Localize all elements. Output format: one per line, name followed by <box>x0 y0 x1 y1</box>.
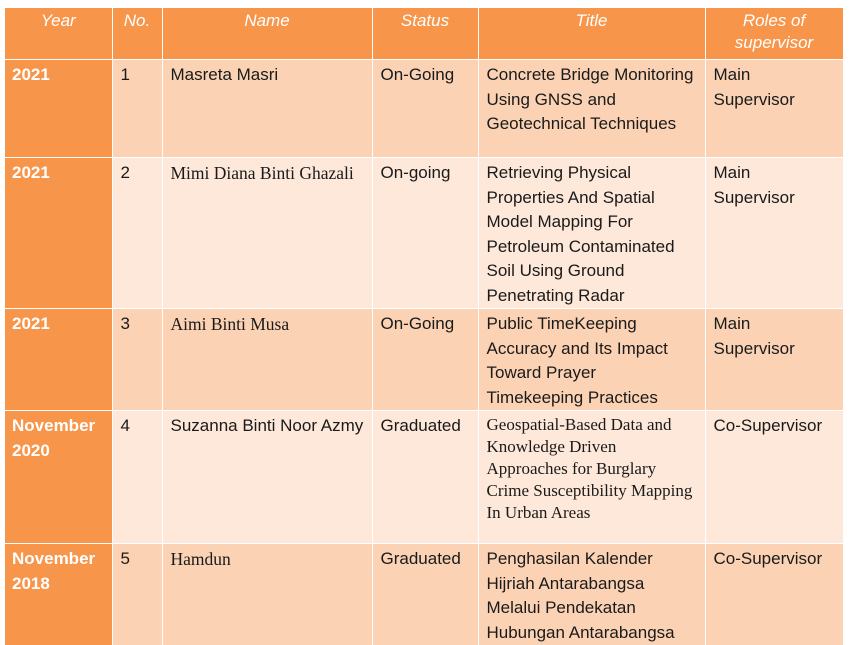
table-row <box>5 544 843 645</box>
no-cell: 2 <box>112 158 162 309</box>
title-extra: In Urban Areas <box>487 502 697 524</box>
status-cell: Graduated <box>372 411 478 544</box>
header-name: Name <box>162 8 372 60</box>
year-cell: November 2020 <box>5 411 112 544</box>
role-cell: Main Supervisor <box>705 60 843 158</box>
role-cell: Co-Supervisor <box>705 411 843 544</box>
name-cell: Hamdun <box>162 544 372 645</box>
title-cell: Public TimeKeeping Accuracy and Its Impact Toward Prayer Timekeeping Practices <box>478 309 705 411</box>
name-cell: Mimi Diana Binti Ghazali <box>162 158 372 309</box>
title-cell <box>478 411 705 544</box>
supervision-table <box>5 8 844 645</box>
role-cell: Main Supervisor <box>705 309 843 411</box>
no-cell: 3 <box>112 309 162 411</box>
no-cell: 1 <box>112 60 162 158</box>
title-cell: Concrete Bridge Monitoring Using GNSS and Geotechnical Techniques <box>478 60 705 158</box>
header-status: Status <box>372 8 478 60</box>
title-main: Geospatial-Based Data and Knowledge Driven Approaches for Burglary Crime Susceptibility Mapping <box>487 414 697 502</box>
year-cell: 2021 <box>5 309 112 411</box>
title-cell: Retrieving Physical Properties And Spatial Model Mapping For Petroleum Contaminated Soil Using Ground Penetrating Radar <box>478 158 705 309</box>
year-cell: November 2018 <box>5 544 112 645</box>
role-cell: Main Supervisor <box>705 158 843 309</box>
name-cell: Masreta Masri <box>162 60 372 158</box>
no-cell: 4 <box>112 411 162 544</box>
header-title: Title <box>478 8 705 60</box>
header-row <box>5 8 843 60</box>
header-role: Roles of supervisor <box>705 8 843 60</box>
status-cell: Graduated <box>372 544 478 645</box>
header-no: No. <box>112 8 162 60</box>
status-cell: On-Going <box>372 309 478 411</box>
status-cell: On-Going <box>372 60 478 158</box>
no-cell: 5 <box>112 544 162 645</box>
table-row <box>5 411 843 544</box>
table-row <box>5 309 843 411</box>
name-cell: Suzanna Binti Noor Azmy <box>162 411 372 544</box>
header-year: Year <box>5 8 112 60</box>
status-cell: On-going <box>372 158 478 309</box>
table-row <box>5 60 843 158</box>
role-cell: Co-Supervisor <box>705 544 843 645</box>
table-row <box>5 158 843 309</box>
year-cell: 2021 <box>5 158 112 309</box>
year-cell: 2021 <box>5 60 112 158</box>
name-cell: Aimi Binti Musa <box>162 309 372 411</box>
title-cell: Penghasilan Kalender Hijriah Antarabangsa Melalui Pendekatan Hubungan Antarabangsa <box>478 544 705 645</box>
